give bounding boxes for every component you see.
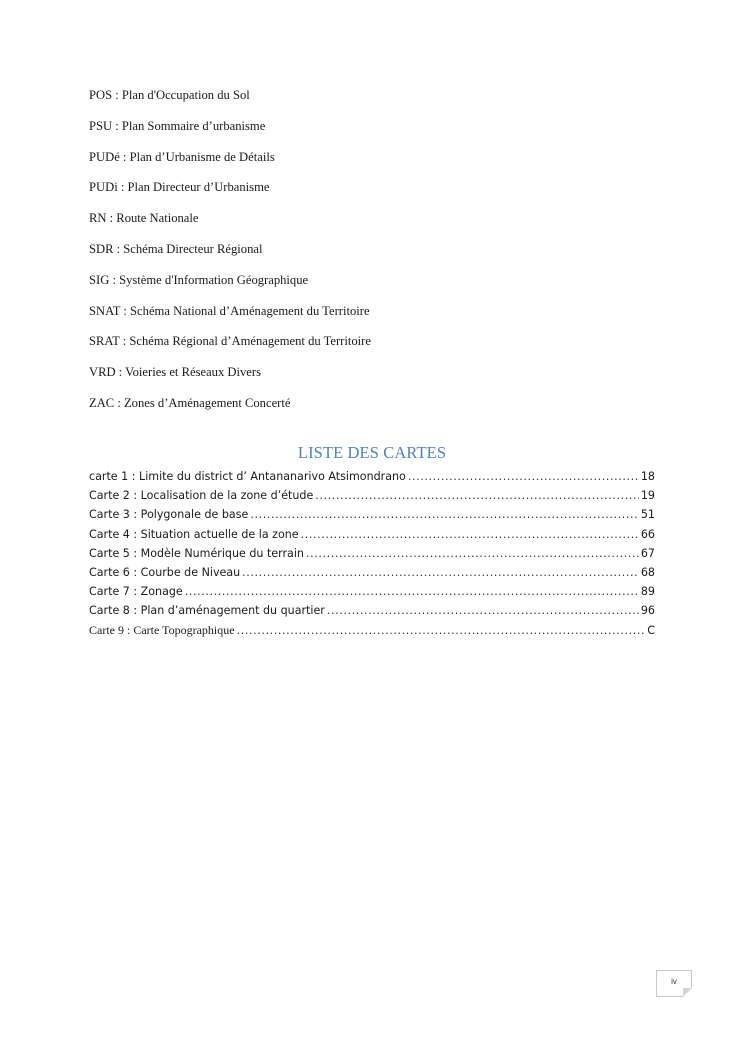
toc-entry-carte-5[interactable] [89,545,655,564]
toc-entry-carte-3[interactable] [89,506,655,525]
toc-entry-page: 18 [640,470,655,483]
toc-entry-label: Carte 2 : Localisation de la zone d’étude [89,489,314,503]
maps-list-title: LISTE DES CARTES [297,443,447,462]
abbreviation-sig: SIG : Système d'Information Géographique [89,272,309,287]
toc-entry-page: 96 [640,604,655,618]
page-curl-icon [683,988,692,997]
abbreviation-zac: ZAC : Zones d’Aménagement Concerté [89,395,291,410]
toc-entry-label: Carte 9 : Carte Topographique [89,622,235,637]
toc-entry-page: 89 [640,585,655,599]
toc-entry-carte-4[interactable] [89,526,655,545]
toc-entry-carte-6[interactable] [89,564,655,583]
toc-entry-label: carte 1 : Limite du district d’ Antananarivo Atsimondrano [89,470,406,483]
toc-entry-label: Carte 5 : Modèle Numérique du terrain [89,546,304,560]
abbreviation-srat: SRAT : Schéma Régional d’Aménagement du Territoire [89,334,371,349]
toc-entry-carte-8[interactable] [89,602,655,621]
abbreviation-list [89,87,669,426]
abbreviation-snat: SNAT : Schéma National d’Aménagement du Territoire [89,303,370,318]
toc-entry-page: 66 [640,527,655,541]
abbreviation-sdr: SDR : Schéma Directeur Régional [89,241,263,256]
abbreviation-pos: POS : Plan d'Occupation du Sol [89,88,250,102]
toc-dot-leader [237,622,646,639]
abbreviation-vrd: VRD : Voieries et Réseaux Divers [89,365,261,380]
toc-dot-leader [185,583,639,600]
toc-entry-carte-1[interactable] [89,468,655,487]
toc-dot-leader [408,468,639,485]
toc-dot-leader [242,564,639,581]
toc-entry-carte-2[interactable] [89,487,655,506]
toc-entry-carte-9[interactable] [89,622,655,641]
toc-entry-page: C [647,623,655,637]
toc-dot-leader [301,526,639,543]
toc-entry-page: 67 [640,546,655,560]
maps-table-of-contents [89,468,655,641]
toc-entry-label: Carte 4 : Situation actuelle de la zone [89,527,299,541]
page-number: iv [671,977,677,986]
toc-dot-leader [327,602,639,619]
toc-entry-label: Carte 6 : Courbe de Niveau [89,565,241,579]
toc-entry-page: 51 [640,508,655,522]
abbreviation-pudi: PUDi : Plan Directeur d’Urbanisme [89,180,270,195]
toc-entry-label: Carte 8 : Plan d’aménagement du quartier [89,604,325,618]
toc-entry-carte-7[interactable] [89,583,655,602]
toc-entry-page: 68 [640,565,655,579]
abbreviation-psu: PSU : Plan Sommaire d’urbanisme [89,118,266,133]
toc-entry-page: 19 [640,489,655,503]
toc-entry-label: Carte 3 : Polygonale de base [89,508,249,522]
toc-dot-leader [306,545,639,562]
toc-dot-leader [250,506,639,523]
abbreviation-pude: PUDé : Plan d’Urbanisme de Détails [89,149,275,164]
toc-dot-leader [315,487,639,504]
toc-entry-label: Carte 7 : Zonage [89,585,183,599]
page-number-badge [656,970,692,997]
abbreviation-rn: RN : Route Nationale [89,211,199,226]
